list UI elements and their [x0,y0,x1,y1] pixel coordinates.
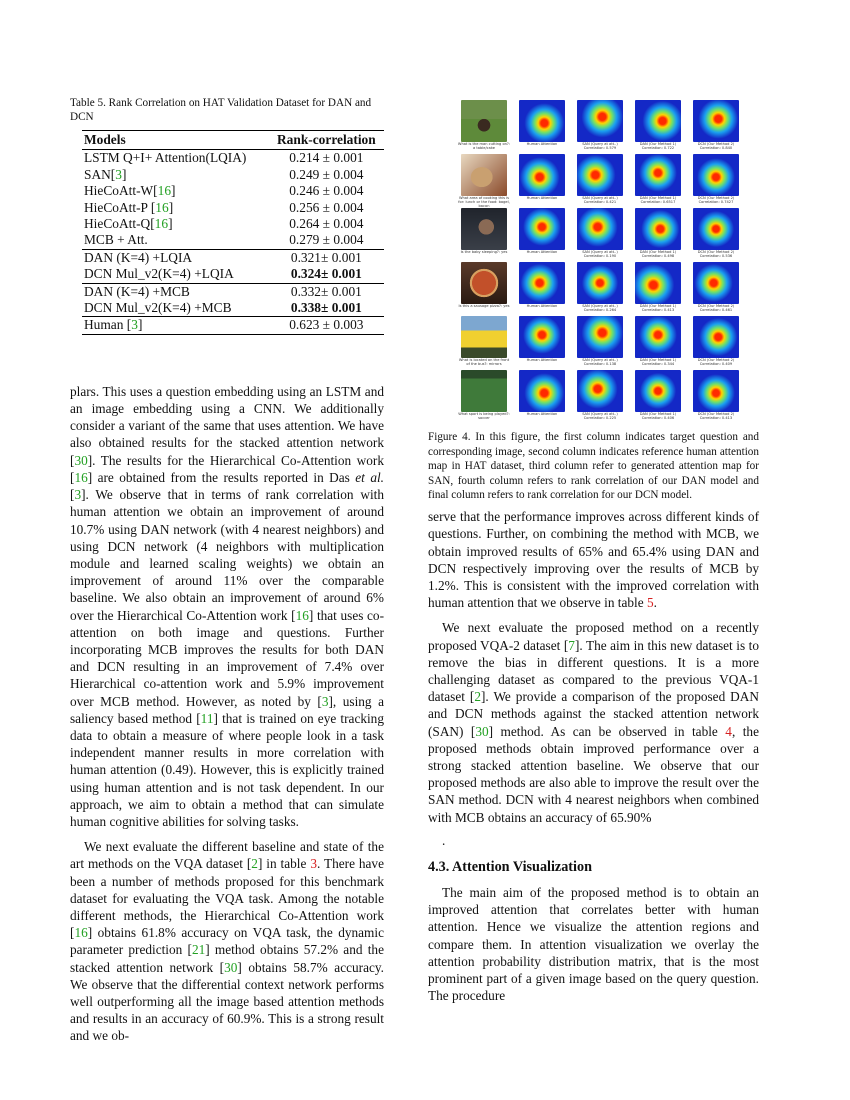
header-rank-correlation: Rank-correlation [269,131,384,150]
figure-cell-label: DAN (Our Method 1) Correlation: 0.344 [639,358,677,367]
figure-cell-label: Is this a sausage pizza?: yes [458,304,510,308]
left-column [70,96,384,1045]
attention-heatmap [693,370,739,412]
figure-cell [630,100,686,154]
model-name-cell [82,167,269,183]
figure-cell-label: Human Attention [526,412,558,416]
figure-cell-label: Is the baby sleeping?: yes [460,250,508,254]
human-attention-map [519,316,565,358]
input-image [461,262,507,304]
text-span: ] obtains 58.7% accuracy. We observe that the differential context network performs well outperforming all the image based attention methods and results in an accuracy of 60.9%. This is a strong result and we ob- [70,959,384,1044]
attention-heatmap [693,262,739,304]
figure-cell [572,154,628,208]
rank-correlation-value: 0.246 ± 0.004 [289,183,364,199]
text-span: The main aim of the proposed method is to obtain an improved attention that correlates better with human attention. Hence we visualize the attention regions and compare them. In attention visualization we overlay the attention probability distribution matrix, that is the most prominent part of a given image based on the query question. The procedure [428,885,759,1004]
bracket: ] [137,317,143,333]
text-span: ]. We observe that in terms of rank correlation with human attention we obtain an improvement of around 10.7% using DAN network (with 4 nearest neighbors) and using DCN network (4 neighbors with multiplication module and learned scaling weights) we obtain an improvement of around 11% over the comparable baseline. We also obtain an improvement of around 6% over the Hierarchical Co-Attention work [ [70,487,384,623]
figure-cell-label: SAN (Query at att..) Correlation: 0.190 [582,250,618,259]
citation-link[interactable]: 30 [475,723,489,739]
figure-cell-label: DAN (Our Method 1) Correlation: 0.406 [639,412,677,421]
model-name: HieCoAtt-P [ [84,199,156,215]
header-models: Models [82,131,269,150]
section-heading: 4.3. Attention Visualization [428,859,592,876]
figure-cell [514,262,570,316]
table-row [82,167,384,183]
text-span: . There have been a number of methods proposed for this benchmark dataset for evaluating the VQA task. Among the notable different methods, the Hierarchical Co-Attention work [ [70,856,384,941]
figure-cell [630,154,686,208]
figure-cell-label: DCN (Our Method 2) Correlation: 0.413 [697,412,735,421]
input-image [461,154,507,196]
rank-correlation-table [82,130,384,335]
citation-link[interactable]: 11 [200,710,214,726]
text-span: ] that uses co-attention on both image and questions. Further incorporating MCB improves the results for both DAN and DCN resulting in an improvement of 7.4% over Hierarchical co-attention work and 5.9% improvement over MCB method. However, as noted by [ [70,607,384,709]
citation-link[interactable]: 16 [155,199,169,215]
text-span: . [653,595,657,611]
table-row [82,216,384,232]
model-name: LSTM Q+I+ Attention(LQIA) [84,150,247,166]
citation-link[interactable]: 30 [74,452,88,468]
attention-heatmap [577,370,623,412]
figure-cell [688,154,744,208]
text-span: ] method obtains 57.2% and the stacked attention network [ [70,942,384,975]
text-span: , the proposed methods obtain improved performance over a strong stacked attention baseline. We observe that our proposed methods are also able to improve the result over the SAN method. DCN with 4 nearest neighbors when combined with MCB obtains an accuracy of 65.90% [428,723,759,825]
model-name: DCN Mul_v2(K=4) +MCB [84,300,232,316]
figure-cell [630,370,686,424]
rank-correlation-value: 0.264 ± 0.004 [289,216,364,232]
citation-link[interactable]: 2 [251,856,258,872]
bracket: ] [121,166,127,182]
rank-correlation-value: 0.338± 0.001 [290,300,362,316]
model-name: SAN[ [84,166,116,182]
figure-cell-label: Human Attention [526,358,558,362]
figure-cell [630,208,686,262]
attention-heatmap [635,370,681,412]
table-row [82,300,384,317]
input-image [461,370,507,412]
model-name-cell [82,300,269,317]
citation-link[interactable]: 30 [224,959,238,975]
figure-cell [514,154,570,208]
figure-cell [514,370,570,424]
model-name-cell [82,317,269,334]
rank-correlation-value: 0.623 ± 0.003 [269,317,384,334]
table-row [82,283,384,300]
figure-cell-label: SAN (Query at att..) Correlation: 0.579 [582,142,618,151]
model-name: HieCoAtt-Q[ [84,216,155,232]
citation-link[interactable]: 16 [154,216,169,232]
citation-link[interactable]: 7 [568,637,575,653]
right-paragraph-3 [428,884,759,1004]
bracket: ] [171,183,176,199]
figure-cell [572,370,628,424]
rank-correlation-value: 0.324± 0.001 [290,266,362,282]
right-paragraph-1 [428,508,759,611]
model-name: DAN (K=4) +MCB [84,283,190,299]
input-image [461,208,507,250]
figure-cell-label: What is located on the front of the bus?: mirrors [458,358,510,367]
text-span: We next evaluate the proposed method on a recently proposed VQA-2 dataset [ [428,620,759,653]
model-name: Human [ [84,317,132,333]
figure-cell [456,154,512,208]
input-image [461,100,507,142]
attention-heatmap [635,100,681,142]
citation-link[interactable]: 16 [74,925,88,941]
bracket: ] [168,216,173,232]
figure-cell-label: What is the man cutting on?: a table/cake [457,142,511,151]
figure-cell-label: DCN (Our Method 2) Correlation: 0.409 [697,358,735,367]
rank-correlation-value: 0.332± 0.001 [269,283,384,300]
figure-cell [514,100,570,154]
model-name-cell [82,200,269,216]
figure-cell-label: DCN (Our Method 2) Correlation: 0.7427 [697,196,735,205]
attention-heatmap [635,154,681,196]
attention-heatmap [635,262,681,304]
figure-cell [572,316,628,370]
attention-heatmap [577,316,623,358]
figure-cell-label: Human Attention [526,250,558,254]
figure-cell-label: DAN (Our Method 1) Correlation: 0.498 [639,250,677,259]
attention-heatmap [693,208,739,250]
figure-cell-label: DAN (Our Method 1) Correlation: 0.413 [639,304,677,313]
attention-heatmap [577,208,623,250]
stray-dot: . [442,832,446,848]
attention-heatmap [693,154,739,196]
rank-correlation-value: 0.214 ± 0.001 [289,150,364,166]
citation-link[interactable]: 3 [74,487,82,503]
table-row [82,183,384,199]
text-span: ], using a saliency based method [ [70,693,384,726]
citation-link[interactable]: 3 [321,693,329,709]
table-caption: Table 5. Rank Correlation on HAT Validation Dataset for DAN and DCN [70,97,372,123]
model-name-cell [82,150,269,167]
attention-figure-grid [456,100,759,424]
table-header-row [82,131,384,150]
model-name: DAN (K=4) +LQIA [84,249,193,265]
table-reference-link[interactable]: 4 [725,723,732,739]
figure-cell-label: SAN (Query at att..) Correlation: 0.138 [582,358,618,367]
text-span: ]. We provide a comparison of the proposed DAN and DCN methods against the stacked attention network (SAN) [ [428,689,759,739]
left-paragraph-2 [70,838,384,1044]
model-name-cell [82,266,269,283]
citation-link[interactable]: 21 [191,942,206,958]
figure-cell-label: DCN (Our Method 2) Correlation: 0.536 [697,250,735,259]
rank-correlation-value: 0.321± 0.001 [269,249,384,266]
figure-cell-label: Human Attention [526,196,558,200]
citation-link[interactable]: 2 [474,689,481,705]
text-span: ] obtains 61.8% accuracy on VQA task, the dynamic parameter prediction [ [70,925,384,958]
figure-cell [456,370,512,424]
figure-cell-label: DAN (Our Method 1) Correlation: 0.6517 [639,196,677,205]
citation-link[interactable]: 16 [295,607,309,623]
figure-cell-label: SAN (Query at att..) Correlation: 0.225 [582,412,618,421]
attention-heatmap [577,100,623,142]
figure-cell-label: Human Attention [526,142,558,146]
model-name-cell [82,249,269,266]
text-span: plars. This uses a question embedding using an LSTM and an image embedding using a CNN. We additionally consider a variant of the same that uses attention. We have also obtained results for the stacked attention network [ [70,383,384,468]
table-row [82,266,384,283]
text-span: [ [70,487,75,503]
figure-cell [456,262,512,316]
rank-correlation-value: 0.249 ± 0.004 [289,166,364,182]
text-span: serve that the performance improves across different kinds of questions. Further, on combining the method with MCB, we obtain improved results of 65% and 65.4% using DAN and DCN respectively improving over the results of MCB by 1.2%. This is consistent with the improved correlation with human attention that we observe in table [428,509,759,611]
figure-cell [456,208,512,262]
attention-heatmap [577,154,623,196]
input-image [461,316,507,358]
figure-cell-label: Human Attention [526,304,558,308]
figure-cell-label: SAN (Query at att..) Correlation: 0.421 [582,196,618,205]
text-span: ] that is trained on eye tracking data to obtain a measure of where people look in a task independent manner results in more correlation with human attention (0.49). However, this is explicitly trained using human attention and is not task dependent. In our approach, we aim to obtain a method that can simulate human cognitive abilities for solving tasks. [70,710,384,829]
bracket: ] [168,199,174,215]
figure-cell [688,100,744,154]
right-column [428,100,759,1004]
attention-heatmap [693,100,739,142]
citation-link[interactable]: 3 [131,317,138,333]
figure-cell [630,262,686,316]
attention-heatmap [577,262,623,304]
figure-cell [688,262,744,316]
right-paragraph-2 [428,619,759,825]
table-row [82,200,384,216]
figure-cell-label: DCN (Our Method 2) Correlation: 0.461 [697,304,735,313]
model-name: HieCoAtt-W[ [84,183,158,199]
figure-cell [572,262,628,316]
text-span: et al. [355,469,384,485]
model-name-cell [82,283,269,300]
figure-cell [630,316,686,370]
table-row [82,150,384,167]
text-span: ] method. As can be observed in table [488,723,726,739]
attention-heatmap [635,208,681,250]
text-span: ] are obtained from the results reported in Das [87,469,356,485]
model-name-cell [82,216,269,232]
figure-cell-label: What sport is being played?: soccer [458,412,510,421]
model-name: MCB + Att. [84,232,148,248]
model-name: DCN Mul_v2(K=4) +LQIA [84,266,234,282]
table-row [82,232,384,249]
figure-cell-label: What area of cooking this is for: lunch or the food: bagel, bacon [458,196,510,209]
table-row [82,249,384,266]
table-row [82,317,384,334]
citation-link[interactable]: 16 [157,183,172,199]
figure-cell [572,208,628,262]
left-paragraph-1 [70,383,384,830]
figure-cell-label: DCN (Our Method 2) Correlation: 0.840 [697,142,735,151]
human-attention-map [519,262,565,304]
text-span: ] in table [257,856,311,872]
table-reference-link[interactable]: 5 [646,595,654,611]
figure-cell [688,208,744,262]
human-attention-map [519,100,565,142]
model-name-cell [82,232,269,249]
figure-cell-label: DAN (Our Method 1) Correlation: 0.722 [639,142,677,151]
figure-cell [514,316,570,370]
figure-cell [572,100,628,154]
figure-cell [456,316,512,370]
human-attention-map [519,370,565,412]
attention-heatmap [693,316,739,358]
citation-link[interactable]: 16 [74,469,88,485]
citation-link[interactable]: 3 [115,166,122,182]
model-name-cell [82,183,269,199]
human-attention-map [519,208,565,250]
figure-cell [456,100,512,154]
attention-heatmap [635,316,681,358]
figure-cell [514,208,570,262]
table-reference-link[interactable]: 3 [310,856,317,872]
human-attention-map [519,154,565,196]
figure-cell-label: SAN (Query at att..) Correlation: 0.264 [582,304,618,313]
figure-caption: Figure 4. In this figure, the first column indicates target question and corresponding image, second column indicates reference human attention map in HAT dataset, third column refer to generated attention map for SAN, fourth column refers to rank correlation of our DAN model and final column refers to rank correlation for our DCN model. [428,431,759,502]
table-body [82,150,384,334]
rank-correlation-value: 0.279 ± 0.004 [289,232,364,248]
figure-cell [688,316,744,370]
text-span: We next evaluate the different baseline and state of the art methods on the VQA dataset [ [70,839,384,872]
text-span: ]. The results for the Hierarchical Co-Attention work [ [70,452,384,485]
figure-cell [688,370,744,424]
text-span: ]. The aim in this new dataset is to remove the bias in different questions. It is a more challenging dataset as compared to the previous VQA-1 dataset [ [428,637,759,705]
rank-correlation-value: 0.256 ± 0.004 [289,199,364,215]
